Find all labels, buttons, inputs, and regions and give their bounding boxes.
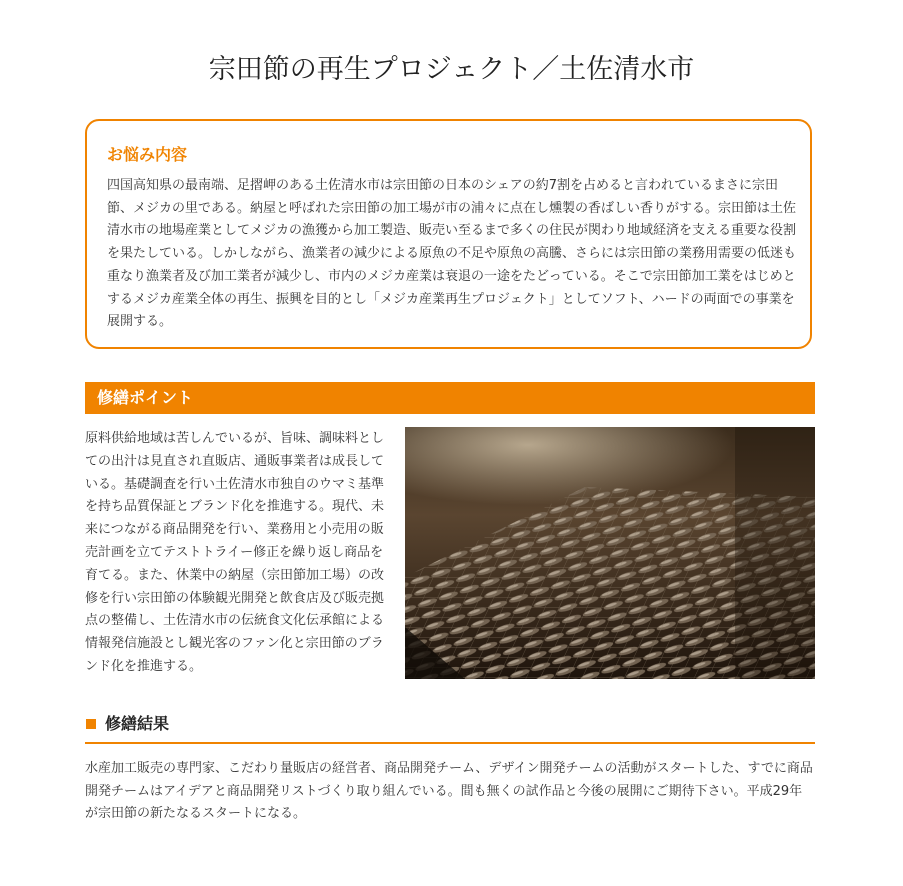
points-heading: 修繕ポイント [97, 388, 194, 407]
worries-box [85, 119, 812, 349]
worries-heading: お悩み内容 [107, 145, 188, 164]
worries-text: 四国高知県の最南端、足摺岬のある土佐清水市は宗田節の日本のシェアの約7割を占めると言われているまさに宗田節、メジカの里である。納屋と呼ばれた宗田節の加工場が市の浦々に点在し燻製の香ばしい香りがする。宗田節は土佐清水市の地場産業としてメジカの漁獲から加工製造、販売い至るまで多くの住民が関わり地域経済を支える重要な役割を果たしている。しかしながら、漁業者の減少による原魚の不足や原魚の高騰、さらには宗田節の業務用需要の低迷も重なり漁業者及び加工業者が減少し、市内のメジカ産業は衰退の一途をたどっている。そこで宗田節加工業をはじめとするメジカ産業全体の再生、振興を目的とし「メジカ産業再生プロジェクト」としてソフト、ハードの両面での事業を展開する。 [107, 178, 797, 330]
square-bullet-icon [86, 719, 96, 729]
points-heading-bar [85, 382, 815, 414]
results-heading-row [85, 710, 815, 744]
points-text: 原料供給地域は苦しんでいるが、旨味、調味料としての出汁は見直され直販店、通販事業者は成長している。基礎調査を行い土佐清水市独自のウマミ基準を持ち品質保証とブランド化を推進する。現代、未来につながる商品開発を行い、業務用と小売用の販売計画を立てテストトライー修正を繰り返し商品を育てる。また、休業中の納屋（宗田節加工場）の改修を行い宗田節の体験観光開発と飲食店及び販売拠点の整備し、土佐清水市の伝統食文化伝承館による情報発信施設とし観光客のファン化と宗田節のブランド化を推進する。 [85, 431, 385, 674]
results-text: 水産加工販売の専門家、こだわり量販店の経営者、商品開発チーム、デザイン開発チームの活動がスタートした、すでに商品開発チームはアイデアと商品開発リストづくり取り組んでいる。間も無くの試作品と今後の展開にご期待下さい。平成29年が宗田節の新たなるスタートになる。 [85, 761, 813, 822]
drying-fish-photo [405, 427, 815, 679]
page-title: 宗田節の再生プロジェクト／土佐清水市 [208, 54, 695, 85]
results-heading: 修繕結果 [105, 714, 170, 733]
